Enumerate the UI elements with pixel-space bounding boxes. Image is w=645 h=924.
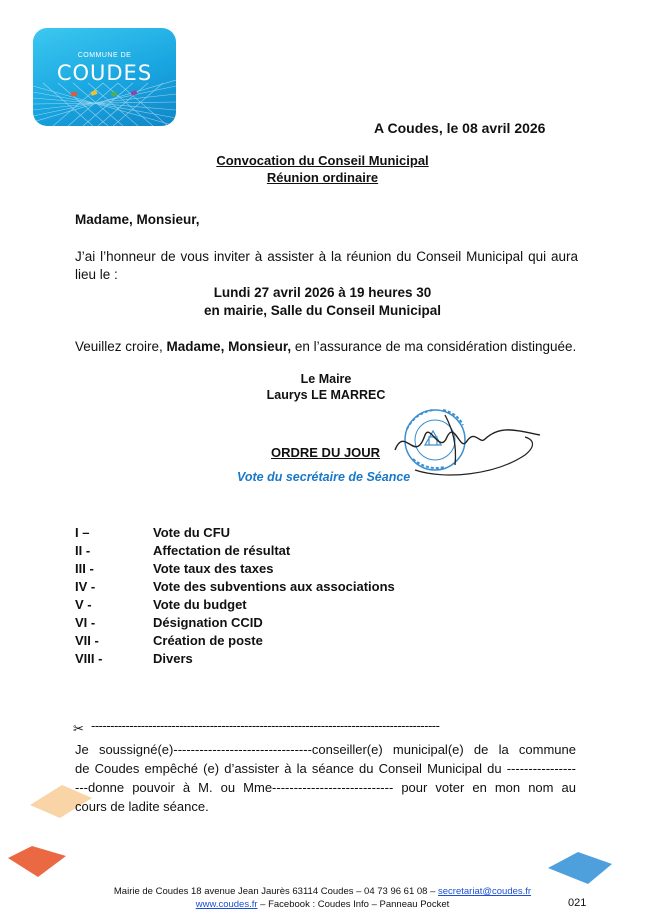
agenda-item-number: V -: [75, 597, 92, 612]
invitation-text: J’ai l’honneur de vous inviter à assister à la réunion du Conseil Municipal qui aura lieu le :: [75, 249, 578, 282]
scissors-icon: ✂: [73, 721, 84, 736]
closing-suffix: en l’assurance de ma considération distinguée.: [291, 339, 577, 354]
agenda-item-number: I –: [75, 525, 90, 540]
agenda-item-text: Création de poste: [153, 633, 263, 648]
cut-line: -------------------------------------------------------------------------------------------: [91, 718, 440, 733]
agenda-item-text: Désignation CCID: [153, 615, 263, 630]
secretary-vote: Vote du secrétaire de Séance: [237, 470, 411, 484]
footer-email-link[interactable]: secretariat@coudes.fr: [438, 886, 532, 897]
agenda-item-text: Divers: [153, 651, 193, 666]
agenda-item-number: IV -: [75, 579, 96, 594]
proxy-form-line: ---donne pouvoir à M. ou Mme---------------------------- pour voter en mon nom au: [75, 780, 576, 795]
proxy-form: [75, 740, 576, 816]
commune-logo: [33, 28, 176, 126]
agenda-item-text: Vote taux des taxes: [153, 561, 274, 576]
proxy-form-line: de Coudes empêché (e) d’assister à la séance du Conseil Municipal du ----------------: [75, 761, 576, 776]
agenda-item-text: Vote du budget: [153, 597, 247, 612]
meeting-place: en mairie, Salle du Conseil Municipal: [203, 303, 442, 318]
agenda-item-number: III -: [75, 561, 94, 576]
footer-website-link[interactable]: www.coudes.fr: [195, 899, 258, 910]
footer-social-text: – Facebook : Coudes Info – Panneau Pocket: [257, 899, 450, 910]
place-date: A Coudes, le 08 avril 2026: [374, 120, 546, 136]
logo-title: COUDES: [56, 61, 153, 85]
closing-prefix: Veuillez croire,: [75, 339, 167, 354]
proxy-form-line: cours de ladite séance.: [75, 799, 209, 814]
agenda-heading: ORDRE DU JOUR: [271, 445, 381, 460]
document-title: Convocation du Conseil Municipal: [216, 153, 429, 168]
closing-bold: Madame, Monsieur,: [166, 339, 292, 354]
footer-address-text: Mairie de Coudes 18 avenue Jean Jaurès 63114 Coudes – 04 73 96 61 08 –: [113, 886, 439, 897]
agenda-item-text: Vote du CFU: [153, 525, 231, 540]
logo-subtitle: COMMUNE DE: [77, 52, 132, 59]
agenda-item-number: VI -: [75, 615, 96, 630]
footer-web: [0, 899, 645, 910]
footer-address: [0, 886, 645, 897]
signatory-title: Le Maire: [300, 372, 352, 386]
agenda-item-number: VII -: [75, 633, 99, 648]
page-number: 021: [568, 897, 587, 909]
signatory-name: Laurys LE MARREC: [266, 388, 386, 402]
agenda-item-text: Affectation de résultat: [153, 543, 291, 558]
agenda-item-number: II -: [75, 543, 91, 558]
proxy-form-line: Je soussigné(e)--------------------------------conseiller(e) municipal(e) de la commune: [75, 742, 576, 757]
salutation: Madame, Monsieur,: [75, 212, 200, 227]
meeting-datetime: Lundi 27 avril 2026 à 19 heures 30: [213, 285, 432, 300]
agenda-item-number: VIII -: [75, 651, 103, 666]
document-subtitle: Réunion ordinaire: [266, 170, 379, 185]
agenda-item-text: Vote des subventions aux associations: [153, 579, 395, 594]
closing-formula: [75, 339, 576, 354]
